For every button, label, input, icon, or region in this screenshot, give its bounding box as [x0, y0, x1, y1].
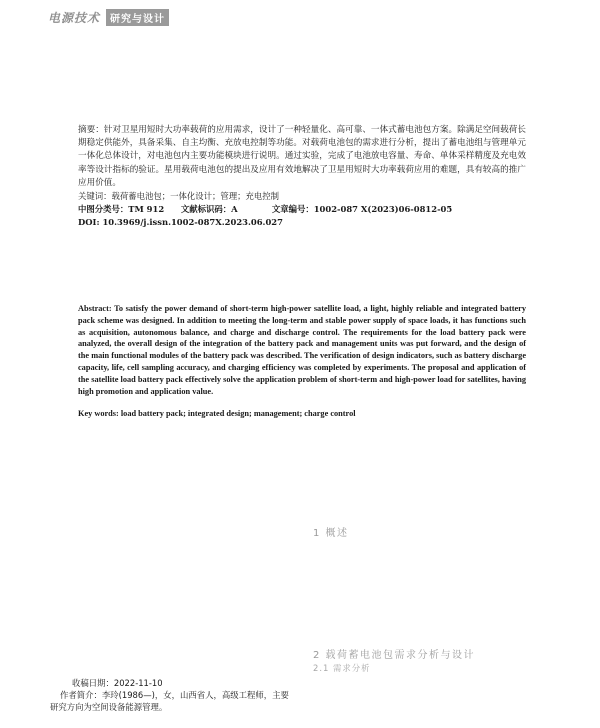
chinese-keywords: 关键词：载荷蓄电池包；一体化设计；管理；充电控制: [78, 191, 279, 201]
journal-logo: 电源技术: [48, 10, 101, 25]
section-heading-2: 2 载荷蓄电池包需求分析与设计: [313, 650, 476, 661]
english-abstract: Abstract: To satisfy the power demand of short-term high-power satellite load, a light, highly reliable and integrated battery pack scheme was designed. In addition to meeting the long-term and stable power supply of space loads, it has functions such as acquisition, autonomous balance, and charge and discharge control. The requirements for the load battery pack were analyzed, the overall design of the integration of the battery pack and management units was put forward, and the design of the main functional modules of the battery pack was described. The verification of design indicators, such as battery discharge capacity, life, cell sampling accuracy, and charging efficiency was completed by experiments. The proposal and application of the satellite load battery pack effectively solve the application problem of short-term and high-power load for satellites, having high promotion and application value.: [78, 304, 526, 396]
subsection-heading-2-1: 2.1 需求分析: [313, 663, 371, 673]
clc-number: 中图分类号：TM 912: [78, 204, 165, 214]
received-date: 收稿日期：2022-11-10: [72, 678, 163, 688]
section-badge: 研究与设计: [106, 9, 169, 26]
author-info-line-1: 作者简介：李玲(1986—)，女，山西省人，高级工程师，主要: [60, 690, 289, 700]
chinese-abstract: 摘要：针对卫星用短时大功率载荷的应用需求，设计了一种轻量化、高可靠、一体式蓄电池包方案。除满足空间载荷长期稳定供能外，具备采集、自主均衡、充放电控制等功能。对载荷电池包的需求进行分析，提出了蓄电池组与管理单元一体化总体设计，对电池包内主要功能模块进行说明。通过实验，完成了电池放电容量、寿命、单体采样精度及充电效率等设计指标的验证。星用载荷电池包的提出及应用有效地解决了卫星用短时大功率载荷应用的难题，具有较高的推广应用价值。: [78, 125, 526, 188]
document-code: 文献标识码：A: [180, 204, 238, 214]
section-heading-1: 1 概述: [313, 528, 349, 539]
classification-line: [78, 204, 452, 215]
journal-header: [48, 9, 169, 25]
article-number: 文章编号：1002-087 X(2023)06-0812-05: [271, 204, 453, 214]
author-info-line-2: 研究方向为空间设备能源管理。: [50, 702, 168, 712]
english-keywords: Key words: load battery pack; integrated design; management; charge control: [78, 409, 356, 418]
doi: DOI: 10.3969/j.issn.1002-087X.2023.06.027: [78, 217, 283, 227]
